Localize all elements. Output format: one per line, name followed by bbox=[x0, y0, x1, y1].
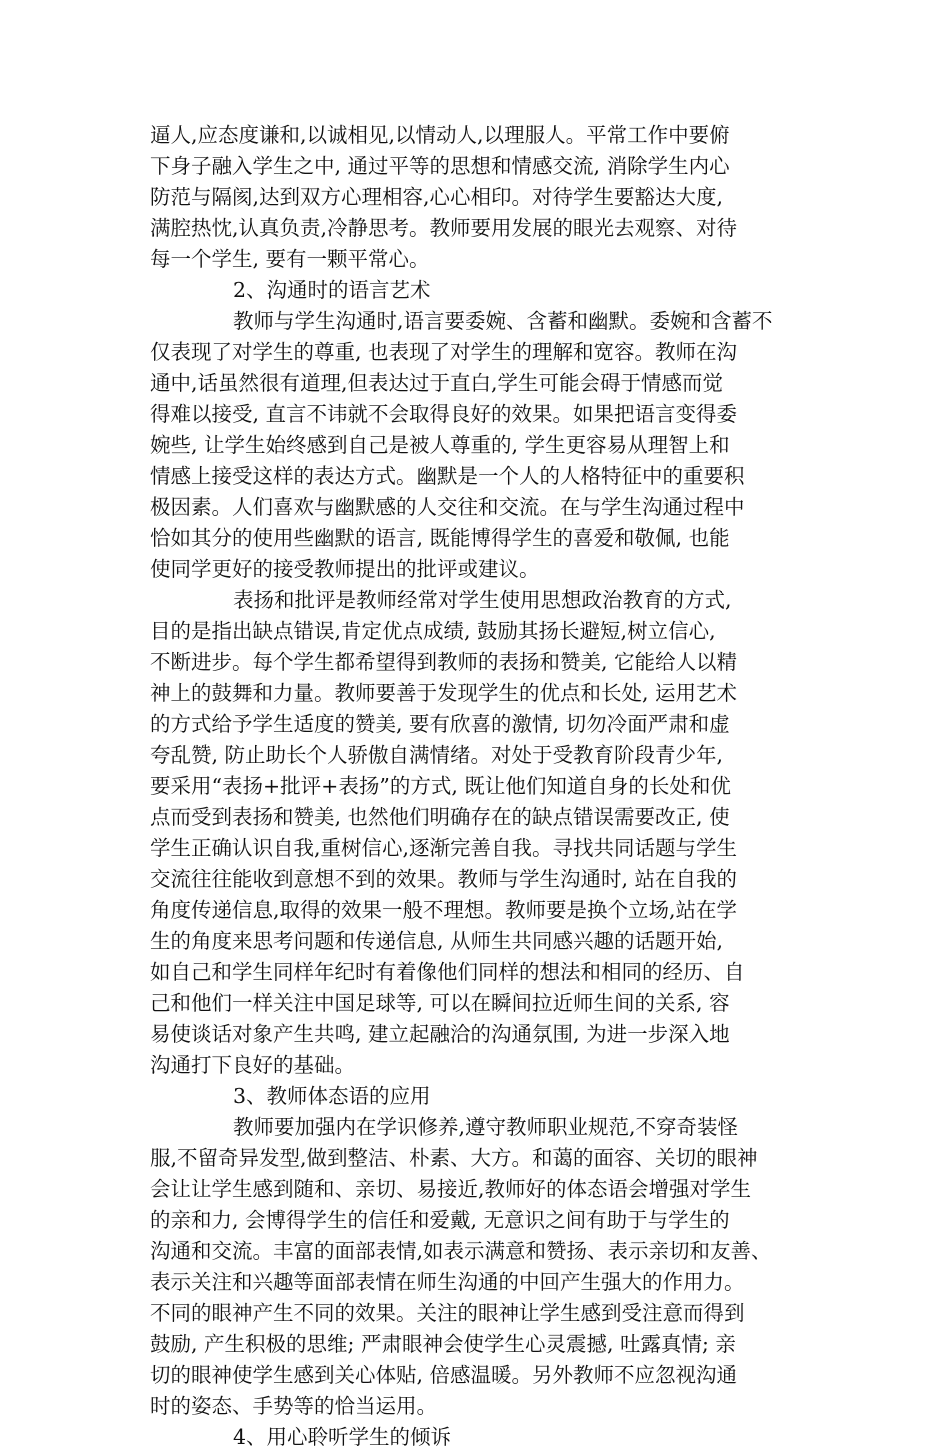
paragraph-start-line: 4、用心聆听学生的倾诉 bbox=[233, 1425, 452, 1449]
text-line: 极因素。人们喜欢与幽默感的人交往和交流。在与学生沟通过程中 bbox=[150, 495, 745, 519]
text-line: 逼人,应态度谦和,以诚相见,以情动人,以理服人。平常工作中要俯 bbox=[150, 123, 730, 147]
text-line: 满腔热忱,认真负责,冷静思考。教师要用发展的眼光去观察、对待 bbox=[150, 216, 738, 240]
text-line: 情感上接受这样的表达方式。幽默是一个人的人格特征中的重要积 bbox=[150, 464, 745, 488]
text-line: 不同的眼神产生不同的效果。关注的眼神让学生感到受注意而得到 bbox=[150, 1301, 745, 1325]
text-line: 如自己和学生同样年纪时有着像他们同样的想法和相同的经历、自 bbox=[150, 960, 745, 984]
text-line: 防范与隔阂,达到双方心理相容,心心相印。对待学生要豁达大度, bbox=[150, 185, 724, 209]
text-line: 沟通打下良好的基础。 bbox=[150, 1053, 355, 1077]
text-line: 得难以接受, 直言不讳就不会取得良好的效果。如果把语言变得委 bbox=[150, 402, 738, 426]
paragraph-start-line: 2、沟通时的语言艺术 bbox=[233, 278, 431, 302]
text-line: 恰如其分的使用些幽默的语言, 既能博得学生的喜爱和敬佩, 也能 bbox=[150, 526, 730, 550]
text-line: 角度传递信息,取得的效果一般不理想。教师要是换个立场,站在学 bbox=[150, 898, 738, 922]
text-line: 下身子融入学生之中, 通过平等的思想和情感交流, 消除学生内心 bbox=[150, 154, 730, 178]
text-line: 每一个学生, 要有一颗平常心。 bbox=[150, 247, 430, 271]
text-line: 的方式给予学生适度的赞美, 要有欣喜的激情, 切勿冷面严肃和虚 bbox=[150, 712, 730, 736]
text-line: 切的眼神使学生感到关心体贴, 倍感温暖。另外教师不应忽视沟通 bbox=[150, 1363, 738, 1387]
paragraph-start-line: 表扬和批评是教师经常对学生使用思想政治教育的方式, bbox=[233, 588, 732, 612]
text-line: 要采用“表扬+批评+表扬”的方式, 既让他们知道自身的长处和优 bbox=[150, 774, 731, 798]
text-line: 夸乱赞, 防止助长个人骄傲自满情绪。对处于受教育阶段青少年, bbox=[150, 743, 724, 767]
text-line: 易使谈话对象产生共鸣, 建立起融洽的沟通氛围, 为进一步深入地 bbox=[150, 1022, 730, 1046]
text-line: 神上的鼓舞和力量。教师要善于发现学生的优点和长处, 运用艺术 bbox=[150, 681, 738, 705]
text-line: 服,不留奇异发型,做到整洁、朴素、大方。和蔼的面容、关切的眼神 bbox=[150, 1146, 758, 1170]
text-line: 不断进步。每个学生都希望得到教师的表扬和赞美, 它能给人以精 bbox=[150, 650, 738, 674]
text-line: 婉些, 让学生始终感到自己是被人尊重的, 学生更容易从理智上和 bbox=[150, 433, 730, 457]
text-line: 己和他们一样关注中国足球等, 可以在瞬间拉近师生间的关系, 容 bbox=[150, 991, 730, 1015]
text-line: 学生正确认识自我,重树信心,逐渐完善自我。寻找共同话题与学生 bbox=[150, 836, 738, 860]
text-line: 会让让学生感到随和、亲切、易接近,教师好的体态语会增强对学生 bbox=[150, 1177, 752, 1201]
text-line: 交流往往能收到意想不到的效果。教师与学生沟通时, 站在自我的 bbox=[150, 867, 738, 891]
text-line: 时的姿态、手势等的恰当运用。 bbox=[150, 1394, 437, 1418]
text-line: 通中,话虽然很有道理,但表达过于直白,学生可能会碍于情感而觉 bbox=[150, 371, 724, 395]
text-line: 表示关注和兴趣等面部表情在师生沟通的中回产生强大的作用力。 bbox=[150, 1270, 745, 1294]
paragraph-start-line: 教师与学生沟通时,语言要委婉、含蓄和幽默。委婉和含蓄不 bbox=[233, 309, 773, 333]
document-body bbox=[150, 120, 810, 1453]
paragraph-start-line: 教师要加强内在学识修养,遵守教师职业规范,不穿奇装怪 bbox=[233, 1115, 739, 1139]
text-line: 仅表现了对学生的尊重, 也表现了对学生的理解和宽容。教师在沟 bbox=[150, 340, 738, 364]
text-line: 的亲和力, 会博得学生的信任和爱戴, 无意识之间有助于与学生的 bbox=[150, 1208, 730, 1232]
paragraph-start-line: 3、教师体态语的应用 bbox=[233, 1084, 431, 1108]
text-line: 目的是指出缺点错误,肯定优点成绩, 鼓励其扬长避短,树立信心, bbox=[150, 619, 716, 643]
text-line: 生的角度来思考问题和传递信息, 从师生共同感兴趣的话题开始, bbox=[150, 929, 724, 953]
text-line: 鼓励, 产生积极的思维; 严肃眼神会使学生心灵震撼, 吐露真情; 亲 bbox=[150, 1332, 736, 1356]
text-line: 沟通和交流。丰富的面部表情,如表示满意和赞扬、表示亲切和友善、 bbox=[150, 1239, 772, 1263]
text-line: 点而受到表扬和赞美, 也然他们明确存在的缺点错误需要改正, 使 bbox=[150, 805, 730, 829]
text-line: 使同学更好的接受教师提出的批评或建议。 bbox=[150, 557, 540, 581]
